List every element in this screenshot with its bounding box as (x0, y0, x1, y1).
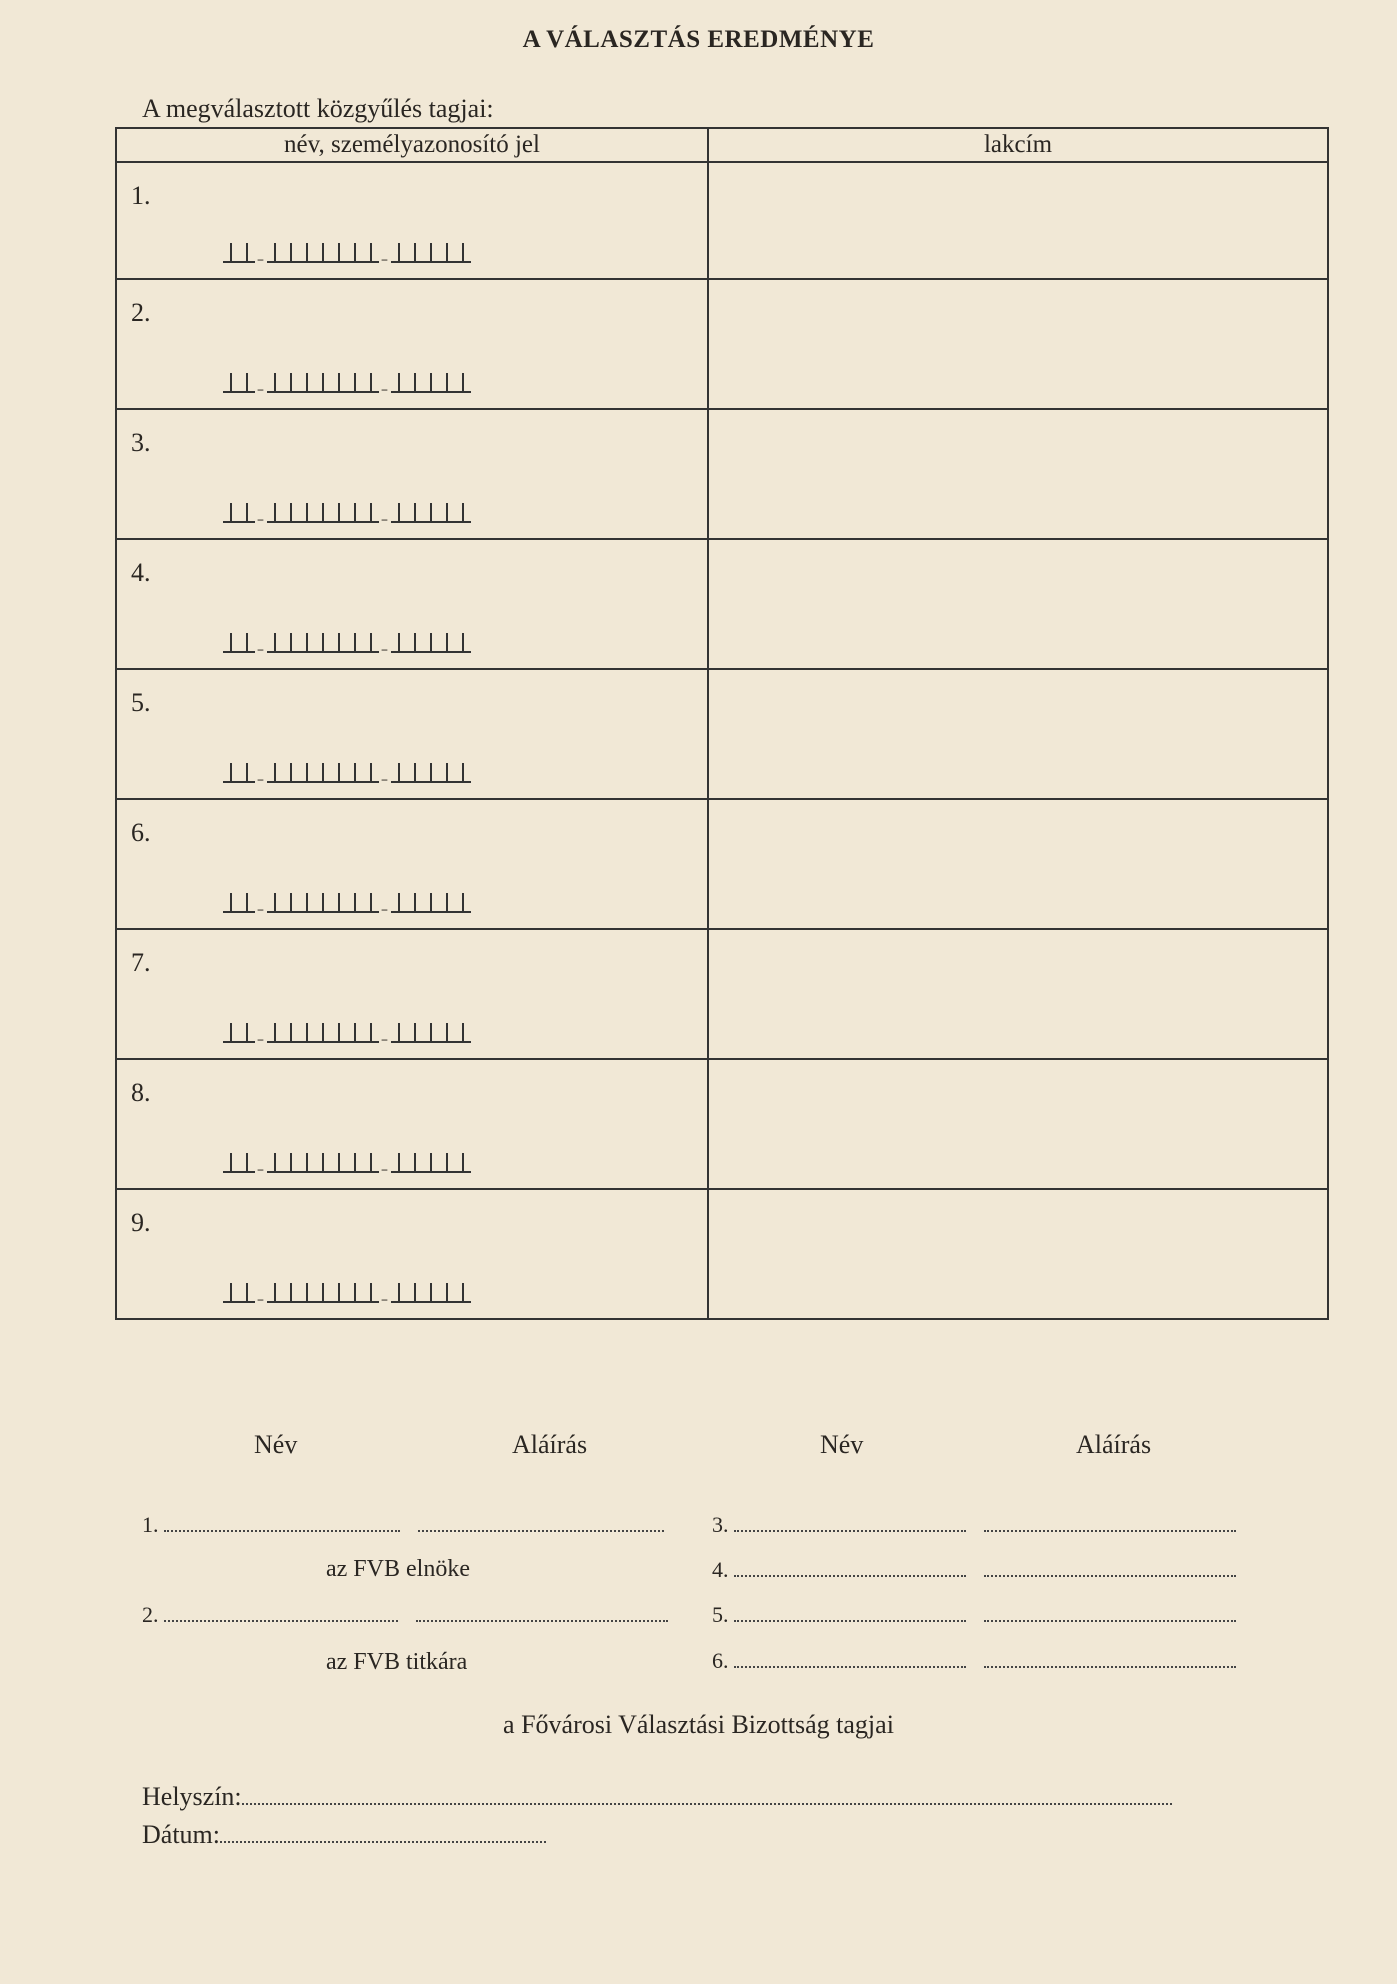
id-digit-box[interactable] (299, 503, 315, 523)
id-digit-box[interactable] (407, 243, 423, 263)
id-digit-box[interactable] (391, 1023, 407, 1043)
id-digit-box[interactable] (331, 1023, 347, 1043)
id-digit-box[interactable] (267, 503, 283, 523)
address-cell[interactable] (708, 539, 1328, 669)
id-digit-box[interactable] (299, 373, 315, 393)
address-cell[interactable] (708, 929, 1328, 1059)
table-row (116, 1189, 1328, 1319)
id-digit-box[interactable] (391, 1283, 407, 1303)
row-number: 3. (131, 428, 151, 457)
signature-dots[interactable] (984, 1606, 1236, 1622)
signature-line-number: 6. (712, 1648, 729, 1673)
id-digit-box[interactable] (331, 1153, 347, 1173)
signature-line-number: 5. (712, 1602, 729, 1627)
table-row (116, 799, 1328, 929)
row-number: 4. (131, 558, 151, 587)
id-digit-box[interactable] (315, 893, 331, 913)
name-id-cell[interactable] (116, 1189, 708, 1319)
id-digit-box[interactable] (315, 633, 331, 653)
id-digit-box[interactable] (223, 503, 239, 523)
id-digit-box[interactable] (407, 1153, 423, 1173)
intro-text: A megválasztott közgyűlés tagjai: (142, 94, 494, 123)
id-digit-box[interactable] (439, 373, 455, 393)
date-field[interactable] (142, 1820, 546, 1850)
id-digit-box[interactable] (299, 1153, 315, 1173)
name-id-cell[interactable] (116, 669, 708, 799)
name-id-cell[interactable] (116, 1059, 708, 1189)
personal-id-boxes[interactable] (223, 240, 471, 270)
id-separator: - (256, 1287, 266, 1312)
row-number: 7. (131, 948, 151, 977)
id-digit-box[interactable] (267, 633, 283, 653)
row-number: 5. (131, 688, 151, 717)
row-number: 8. (131, 1078, 151, 1107)
id-digit-box[interactable] (239, 503, 255, 523)
chair-role-label: az FVB elnöke (326, 1556, 470, 1582)
table-row (116, 409, 1328, 539)
id-digit-box[interactable] (239, 1283, 255, 1303)
id-separator: - (256, 507, 266, 532)
id-digit-box[interactable] (363, 503, 379, 523)
signature-line[interactable] (712, 1648, 1236, 1674)
date-dots[interactable] (220, 1827, 546, 1843)
id-digit-box[interactable] (439, 1023, 455, 1043)
id-digit-box[interactable] (283, 1023, 299, 1043)
signature-dots[interactable] (984, 1561, 1236, 1577)
id-digit-box[interactable] (223, 243, 239, 263)
signature-line-number: 1. (142, 1512, 159, 1537)
id-digit-box[interactable] (407, 763, 423, 783)
id-digit-box[interactable] (363, 1283, 379, 1303)
id-digit-box[interactable] (363, 373, 379, 393)
signature-line-number: 3. (712, 1512, 729, 1537)
table-row (116, 929, 1328, 1059)
personal-id-boxes[interactable] (223, 500, 471, 530)
id-digit-box[interactable] (407, 633, 423, 653)
signature-line[interactable] (142, 1602, 668, 1628)
id-digit-box[interactable] (439, 1153, 455, 1173)
id-separator: - (380, 1157, 390, 1182)
secretary-role-label: az FVB titkára (326, 1649, 468, 1675)
id-digit-box[interactable] (439, 503, 455, 523)
table-row (116, 1059, 1328, 1189)
signature-dots[interactable] (416, 1606, 668, 1622)
id-digit-box[interactable] (363, 243, 379, 263)
id-digit-box[interactable] (347, 1153, 363, 1173)
header-address: lakcím (708, 128, 1328, 162)
id-digit-box[interactable] (347, 1283, 363, 1303)
id-separator: - (380, 897, 390, 922)
sig-head-name-left: Név (254, 1430, 298, 1459)
id-digit-box[interactable] (239, 763, 255, 783)
id-digit-box[interactable] (391, 763, 407, 783)
personal-id-boxes[interactable] (223, 1150, 471, 1180)
name-dots[interactable] (734, 1606, 966, 1622)
id-digit-box[interactable] (439, 633, 455, 653)
table-row (116, 162, 1328, 279)
id-digit-box[interactable] (455, 1023, 471, 1043)
id-separator: - (380, 767, 390, 792)
place-field[interactable] (142, 1782, 1172, 1812)
id-digit-box[interactable] (363, 763, 379, 783)
id-digit-box[interactable] (223, 1153, 239, 1173)
id-digit-box[interactable] (423, 763, 439, 783)
id-digit-box[interactable] (283, 1153, 299, 1173)
id-digit-box[interactable] (347, 373, 363, 393)
id-digit-box[interactable] (223, 633, 239, 653)
id-digit-box[interactable] (283, 893, 299, 913)
id-digit-box[interactable] (267, 373, 283, 393)
table-row (116, 669, 1328, 799)
id-digit-box[interactable] (267, 893, 283, 913)
id-digit-box[interactable] (267, 763, 283, 783)
id-digit-box[interactable] (283, 1283, 299, 1303)
id-separator: - (256, 637, 266, 662)
id-digit-box[interactable] (455, 243, 471, 263)
id-digit-box[interactable] (283, 243, 299, 263)
row-number: 2. (131, 298, 151, 327)
id-digit-box[interactable] (223, 893, 239, 913)
id-separator: - (256, 377, 266, 402)
signature-line-number: 4. (712, 1557, 729, 1582)
id-digit-box[interactable] (391, 373, 407, 393)
committee-members-caption: a Fővárosi Választási Bizottság tagjai (503, 1710, 894, 1739)
id-digit-box[interactable] (455, 893, 471, 913)
id-digit-box[interactable] (423, 503, 439, 523)
id-digit-box[interactable] (347, 243, 363, 263)
id-digit-box[interactable] (391, 503, 407, 523)
signature-line[interactable] (142, 1512, 664, 1538)
header-name-id: név, személyazonosító jel (116, 128, 708, 162)
name-id-cell[interactable] (116, 929, 708, 1059)
id-digit-box[interactable] (347, 763, 363, 783)
id-digit-box[interactable] (267, 1283, 283, 1303)
id-digit-box[interactable] (331, 763, 347, 783)
id-digit-box[interactable] (283, 763, 299, 783)
id-separator: - (380, 507, 390, 532)
signature-dots[interactable] (984, 1516, 1236, 1532)
address-cell[interactable] (708, 279, 1328, 409)
id-digit-box[interactable] (407, 893, 423, 913)
signature-line[interactable] (712, 1557, 1236, 1583)
id-digit-box[interactable] (331, 373, 347, 393)
id-digit-box[interactable] (267, 1023, 283, 1043)
id-separator: - (380, 247, 390, 272)
id-digit-box[interactable] (439, 893, 455, 913)
id-digit-box[interactable] (363, 1153, 379, 1173)
signature-line-number: 2. (142, 1602, 159, 1627)
id-digit-box[interactable] (407, 503, 423, 523)
personal-id-boxes[interactable] (223, 630, 471, 660)
id-digit-box[interactable] (239, 1153, 255, 1173)
id-separator: - (256, 247, 266, 272)
id-separator: - (380, 377, 390, 402)
id-digit-box[interactable] (423, 373, 439, 393)
id-digit-box[interactable] (299, 243, 315, 263)
id-digit-box[interactable] (331, 503, 347, 523)
id-separator: - (380, 1027, 390, 1052)
members-table (115, 127, 1329, 1320)
id-digit-box[interactable] (223, 1283, 239, 1303)
personal-id-boxes[interactable] (223, 370, 471, 400)
id-digit-box[interactable] (391, 633, 407, 653)
id-digit-box[interactable] (347, 893, 363, 913)
id-digit-box[interactable] (299, 633, 315, 653)
id-digit-box[interactable] (283, 373, 299, 393)
id-digit-box[interactable] (455, 1153, 471, 1173)
row-number: 6. (131, 818, 151, 847)
sig-head-sign-right: Aláírás (1076, 1430, 1152, 1459)
id-digit-box[interactable] (331, 633, 347, 653)
personal-id-boxes[interactable] (223, 890, 471, 920)
id-digit-box[interactable] (315, 373, 331, 393)
name-dots[interactable] (164, 1606, 398, 1622)
id-digit-box[interactable] (423, 1283, 439, 1303)
id-digit-box[interactable] (407, 1023, 423, 1043)
row-number: 9. (131, 1208, 151, 1237)
signature-line[interactable] (712, 1602, 1236, 1628)
id-digit-box[interactable] (239, 633, 255, 653)
id-digit-box[interactable] (347, 503, 363, 523)
id-digit-box[interactable] (315, 1023, 331, 1043)
id-digit-box[interactable] (455, 1283, 471, 1303)
name-dots[interactable] (734, 1652, 966, 1668)
table-row (116, 539, 1328, 669)
id-digit-box[interactable] (223, 373, 239, 393)
id-separator: - (256, 767, 266, 792)
id-digit-box[interactable] (239, 893, 255, 913)
id-digit-box[interactable] (267, 243, 283, 263)
row-number: 1. (131, 181, 151, 210)
id-digit-box[interactable] (347, 1023, 363, 1043)
id-digit-box[interactable] (299, 1023, 315, 1043)
address-cell[interactable] (708, 799, 1328, 929)
id-digit-box[interactable] (223, 1023, 239, 1043)
id-digit-box[interactable] (423, 893, 439, 913)
id-separator: - (256, 897, 266, 922)
id-digit-box[interactable] (299, 1283, 315, 1303)
name-id-cell[interactable] (116, 539, 708, 669)
name-dots[interactable] (164, 1516, 400, 1532)
date-label: Dátum: (142, 1820, 220, 1849)
page-title: A VÁLASZTÁS EREDMÉNYE (522, 26, 875, 53)
id-digit-box[interactable] (407, 1283, 423, 1303)
id-digit-box[interactable] (455, 373, 471, 393)
id-digit-box[interactable] (239, 1023, 255, 1043)
address-cell[interactable] (708, 1059, 1328, 1189)
id-digit-box[interactable] (363, 893, 379, 913)
id-digit-box[interactable] (331, 893, 347, 913)
id-digit-box[interactable] (423, 243, 439, 263)
personal-id-boxes[interactable] (223, 1020, 471, 1050)
id-digit-box[interactable] (315, 1283, 331, 1303)
sig-head-name-right: Név (820, 1430, 864, 1459)
id-digit-box[interactable] (423, 633, 439, 653)
address-cell[interactable] (708, 1189, 1328, 1319)
name-id-cell[interactable] (116, 162, 708, 279)
id-digit-box[interactable] (331, 1283, 347, 1303)
id-digit-box[interactable] (407, 373, 423, 393)
signature-line[interactable] (712, 1512, 1236, 1538)
id-digit-box[interactable] (455, 633, 471, 653)
address-cell[interactable] (708, 409, 1328, 539)
id-digit-box[interactable] (239, 243, 255, 263)
name-id-cell[interactable] (116, 409, 708, 539)
name-dots[interactable] (734, 1516, 966, 1532)
id-digit-box[interactable] (391, 243, 407, 263)
address-cell[interactable] (708, 669, 1328, 799)
id-separator: - (256, 1027, 266, 1052)
id-digit-box[interactable] (455, 503, 471, 523)
id-digit-box[interactable] (363, 633, 379, 653)
personal-id-boxes[interactable] (223, 1280, 471, 1310)
id-digit-box[interactable] (439, 1283, 455, 1303)
id-separator: - (380, 1287, 390, 1312)
personal-id-boxes[interactable] (223, 760, 471, 790)
id-digit-box[interactable] (315, 243, 331, 263)
id-digit-box[interactable] (347, 633, 363, 653)
id-digit-box[interactable] (423, 1023, 439, 1043)
id-digit-box[interactable] (299, 893, 315, 913)
address-cell[interactable] (708, 162, 1328, 279)
id-digit-box[interactable] (223, 763, 239, 783)
id-digit-box[interactable] (455, 763, 471, 783)
id-separator: - (380, 637, 390, 662)
name-dots[interactable] (734, 1561, 966, 1577)
id-digit-box[interactable] (439, 243, 455, 263)
id-digit-box[interactable] (299, 763, 315, 783)
id-separator: - (256, 1157, 266, 1182)
id-digit-box[interactable] (423, 1153, 439, 1173)
name-id-cell[interactable] (116, 279, 708, 409)
id-digit-box[interactable] (239, 373, 255, 393)
id-digit-box[interactable] (315, 503, 331, 523)
id-digit-box[interactable] (315, 1153, 331, 1173)
signature-dots[interactable] (418, 1516, 664, 1532)
place-label: Helyszín: (142, 1782, 242, 1811)
place-dots[interactable] (242, 1789, 1172, 1805)
sig-head-sign-left: Aláírás (512, 1430, 588, 1459)
name-id-cell[interactable] (116, 799, 708, 929)
id-digit-box[interactable] (283, 633, 299, 653)
id-digit-box[interactable] (439, 763, 455, 783)
id-digit-box[interactable] (315, 763, 331, 783)
id-digit-box[interactable] (391, 1153, 407, 1173)
id-digit-box[interactable] (267, 1153, 283, 1173)
signature-dots[interactable] (984, 1652, 1236, 1668)
id-digit-box[interactable] (391, 893, 407, 913)
id-digit-box[interactable] (331, 243, 347, 263)
id-digit-box[interactable] (363, 1023, 379, 1043)
table-row (116, 279, 1328, 409)
id-digit-box[interactable] (283, 503, 299, 523)
